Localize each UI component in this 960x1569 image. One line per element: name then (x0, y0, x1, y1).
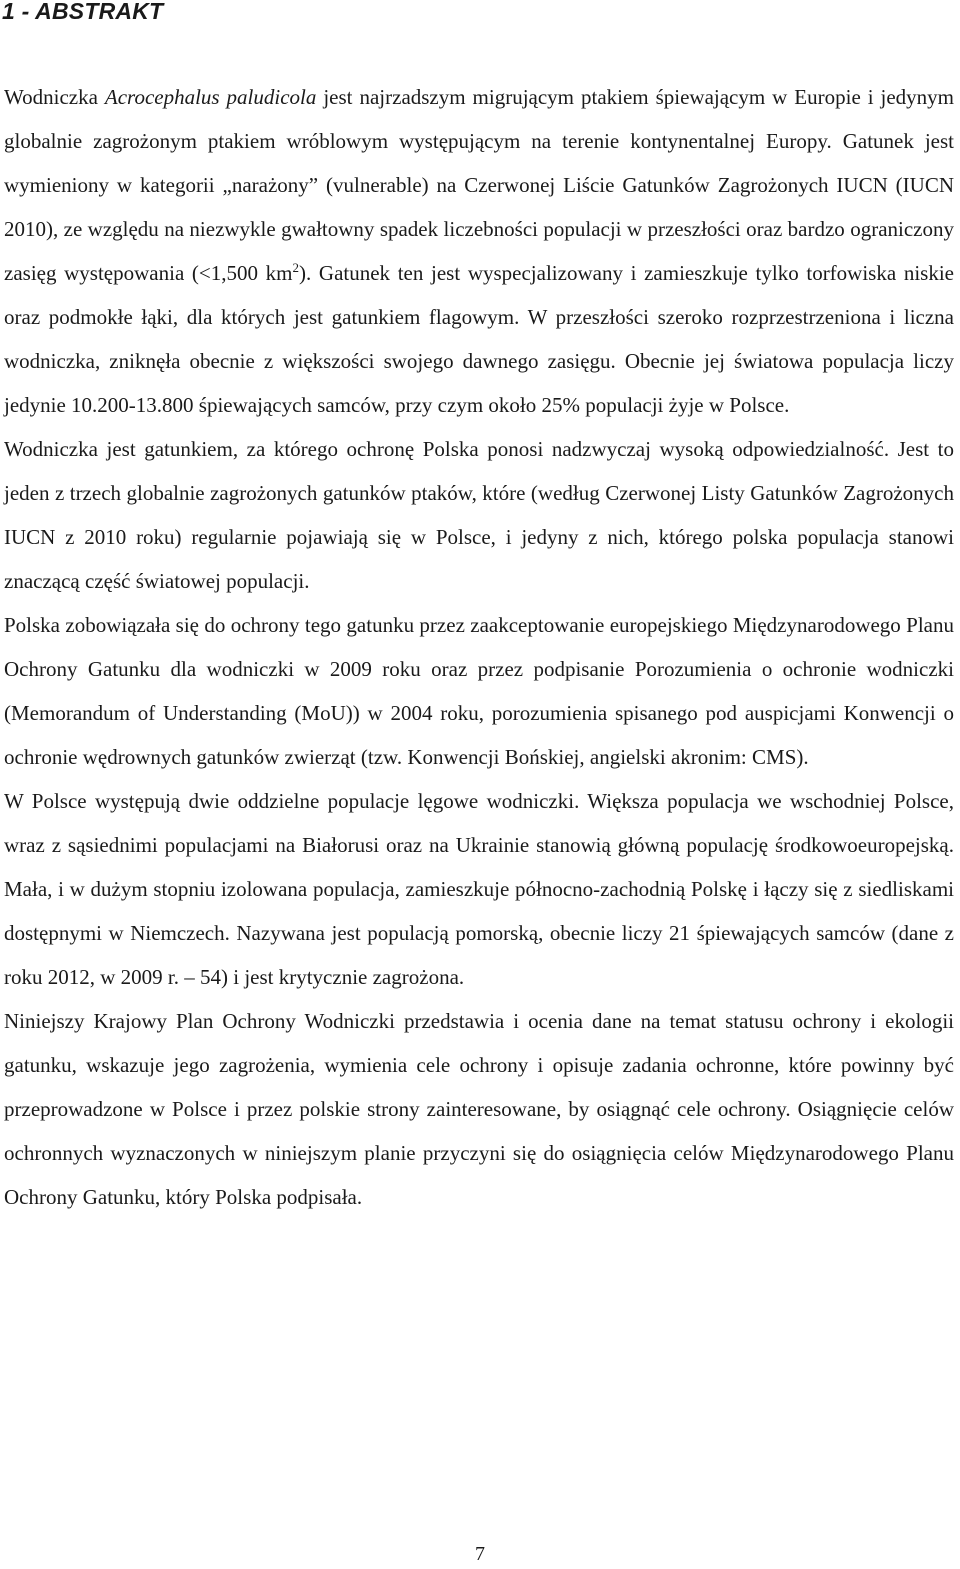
paragraph-1-before: Wodniczka (4, 85, 105, 109)
page-number: 7 (475, 1543, 485, 1565)
species-name: Acrocephalus paludicola (104, 85, 317, 109)
paragraph-2: Wodniczka jest gatunkiem, za którego ochronę Polska ponosi nadzwyczaj wysoką odpowiedzialność. Jest to jeden z trzech globalnie zagrożonych gatunków ptaków, które (według Czerwonej Listy Gatunków Zagrożonych IUCN z 2010 roku) regularnie pojawiają się w Polsce, i jedyny z nich, którego polska populacja stanowi znaczącą część światowej populacji. (4, 437, 954, 593)
paragraph-5: Niniejszy Krajowy Plan Ochrony Wodniczki przedstawia i ocenia dane na temat statusu ochrony i ekologii gatunku, wskazuje jego zagrożenia, wymienia cele ochrony i opisuje zadania ochronne, które powinny być przeprowadzone w Polsce i przez polskie strony zainteresowane, by osiągnąć cele ochrony. Osiągnięcie celów ochronnych wyznaczonych w niniejszym planie przyczyni się do osiągnięcia celów Międzynarodowego Planu Ochrony Gatunku, który Polska podpisała. (4, 1009, 954, 1209)
paragraph-1 (4, 75, 954, 427)
paragraph-1-after: jest najrzadszym migrującym ptakiem śpiewającym w Europie i jedynym globalnie zagrożonym ptakiem wróblowym występującym na terenie kontynentalnej Europy. Gatunek jest wymieniony w kategorii „narażony” (vulnerable) na Czerwonej Liście Gatunków Zagrożonych IUCN (IUCN 2010), ze względu na niezwykle gwałtowny spadek liczebności populacji w przeszłości oraz bardzo ograniczony zasięg występowania (<1,500 km (4, 85, 955, 285)
paragraph-4: W Polsce występują dwie oddzielne populacje lęgowe wodniczki. Większa populacja we wschodniej Polsce, wraz z sąsiednimi populacjami na Białorusi oraz na Ukrainie stanowią główną populację środkowoeuropejską. Mała, i w dużym stopniu izolowana populacja, zamieszkuje północno-zachodnią Polskę i łączy się z siedliskami dostępnymi w Niemczech. Nazywana jest populacją pomorską, obecnie liczy 21 śpiewających samców (dane z roku 2012, w 2009 r. – 54) i jest krytycznie zagrożona. (4, 789, 954, 989)
paragraph-1-tail: ). Gatunek ten jest wyspecjalizowany i zamieszkuje tylko torfowiska niskie oraz podmokłe łąki, dla których jest gatunkiem flagowym. W przeszłości szeroko rozprzestrzeniona i liczna wodniczka, zniknęła obecnie z większości swojego dawnego zasięgu. Obecnie jej światowa populacja liczy jedynie 10.200-13.800 śpiewających samców, przy czym około 25% populacji żyje w Polsce. (4, 261, 954, 417)
abstract-body (4, 75, 954, 1219)
section-heading: 1 - ABSTRAKT (2, 0, 164, 24)
paragraph-3: Polska zobowiązała się do ochrony tego gatunku przez zaakceptowanie europejskiego Międzynarodowego Planu Ochrony Gatunku dla wodniczki w 2009 roku oraz przez podpisanie Porozumienia o ochronie wodniczki (Memorandum of Understanding (MoU)) w 2004 roku, porozumienia spisanego pod auspicjami Konwencji o ochronie wędrownych gatunków zwierząt (tzw. Konwencji Bońskiej, angielski akronim: CMS). (4, 613, 954, 769)
superscript-2: 2 (292, 260, 299, 275)
